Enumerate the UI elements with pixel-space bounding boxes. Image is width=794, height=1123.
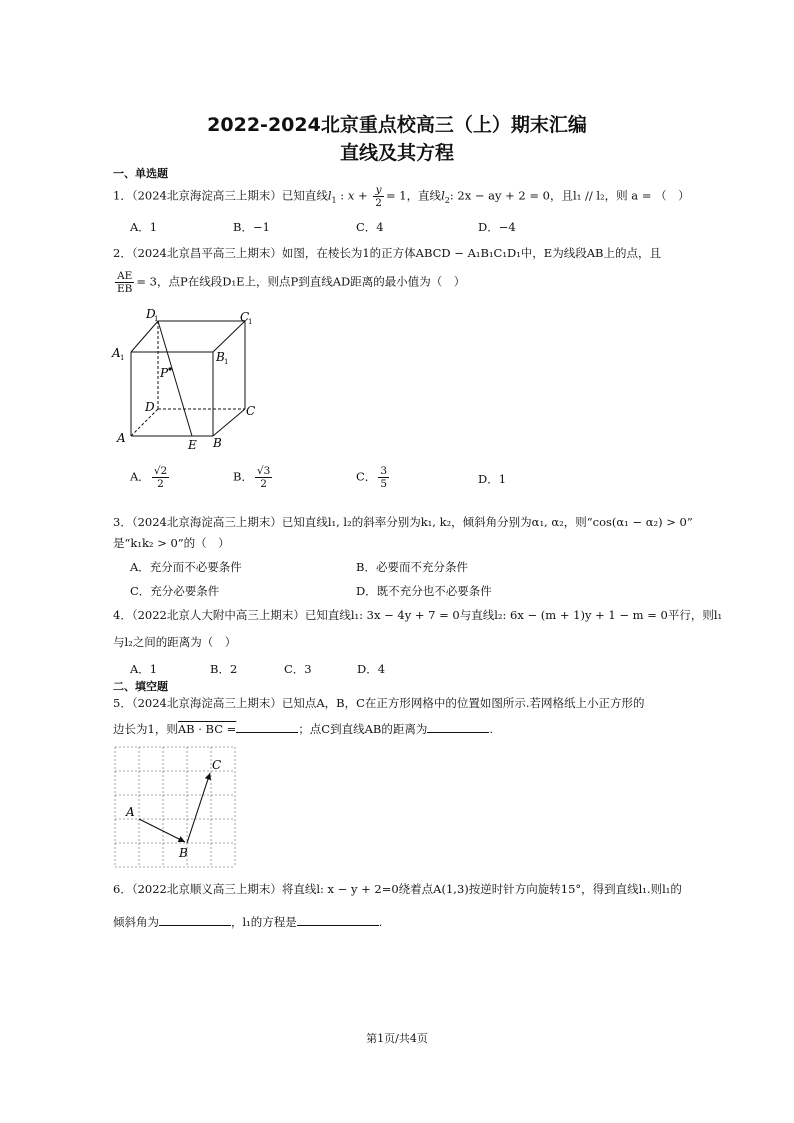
label-c1: C [240,310,250,324]
label-d: D [145,400,155,414]
grid-label-a: A [126,805,135,819]
question-3-line1: 3．（2024北京海淀高三上期末）已知直线l₁, l₂的斜率分别为k₁, k₂，倾斜角分别为α₁, α₂，则“cos(α₁ − α₂) > 0” [113,515,693,529]
q3-option-c: C．充分必要条件 [130,584,220,598]
section-heading-fill-blank: 二、填空题 [113,680,168,693]
title-main: 2022-2024北京重点校高三（上）期末汇编 [207,114,587,136]
svg-text:1: 1 [154,315,159,323]
q6-blank-1[interactable] [159,913,231,926]
q2-option-d: D．1 [478,472,507,486]
label-b1: B [216,350,225,364]
q2-option-c: C． $\frac{3}{5}$ [356,465,387,490]
label-a1: A [112,346,121,360]
q4-option-c: C．3 [284,662,312,676]
cube-figure [108,305,268,455]
grid-label-b: B [179,846,188,860]
q5-blank-1[interactable] [236,720,298,733]
section-heading-single-choice: 一、单选题 [113,167,168,180]
question-4-line2: 与l₂之间的距离为（ ） [113,635,237,649]
grid-figure [113,745,239,869]
q4-option-a: A．1 [130,662,158,676]
q3-option-b: B．必要而不充分条件 [356,560,468,574]
grid-label-c: C [212,758,222,772]
question-5-line2: 边长为1，则AB · BC = ；点C到直线AB的距离为 . [113,722,494,736]
title-sub: 直线及其方程 [339,142,454,164]
q1-option-b: B．−1 [233,220,270,234]
q3-option-a: A．充分而不必要条件 [130,560,242,574]
question-6-line2: 倾斜角为 ，l₁的方程是 . [113,915,383,929]
svg-text:1: 1 [224,358,229,366]
question-3-line2: 是“k₁k₂ > 0”的（ ） [113,536,230,550]
page-footer: 第1页/共4页 [366,1032,428,1045]
q4-option-d: D．4 [357,662,386,676]
q6-blank-2[interactable] [297,913,379,926]
q4-option-b: B．2 [210,662,238,676]
question-2-line2: $\frac{AE}{EB}$ = 3，点P在线段D₁E上，则点P到直线AD距离的最小值为（ ） [117,270,466,295]
q5-blank-2[interactable] [427,720,489,733]
label-d1: D [146,307,156,321]
q1-option-c: C．4 [356,220,384,234]
q1-option-d: D．−4 [478,220,516,234]
label-p: P [160,366,169,380]
q1-option-a: A．1 [130,220,158,234]
label-e: E [188,438,197,452]
label-a: A [117,431,126,445]
question-2-line1: 2．（2024北京昌平高三上期末）如图，在棱长为1的正方体ABCD − A₁B₁C₁D₁中，E为线段AB上的点，且 [113,246,661,260]
q2-option-b: B． $\frac{√3}{2}$ [233,465,271,490]
question-1: 1．（2024北京海淀高三上期末）已知直线$l_1$ : x + $\frac{y}{2}$ = 1，直线$l_2$: 2x − ay + 2 = 0，且l₁ // l₂，则 a = （ ） [113,184,690,209]
question-5-line1: 5．（2024北京海淀高三上期末）已知点A，B，C在正方形网格中的位置如图所示.若网格纸上小正方形的 [113,696,645,710]
svg-text:1: 1 [120,354,125,362]
svg-text:1: 1 [248,318,253,326]
question-4-line1: 4．（2022北京人大附中高三上期末）已知直线l₁: 3x − 4y + 7 = 0与直线l₂: 6x − (m + 1)y + 1 − m = 0平行，则l₁ [113,608,723,622]
label-c: C [246,404,256,418]
label-b: B [213,436,222,450]
q3-option-d: D．既不充分也不必要条件 [356,584,492,598]
question-6-line1: 6．（2022北京顺义高三上期末）将直线l: x − y + 2=0绕着点A(1,3)按逆时针方向旋转15°，得到直线l₁.则l₁的 [113,882,682,896]
q2-option-a: A． $\frac{√2}{2}$ [130,465,168,490]
